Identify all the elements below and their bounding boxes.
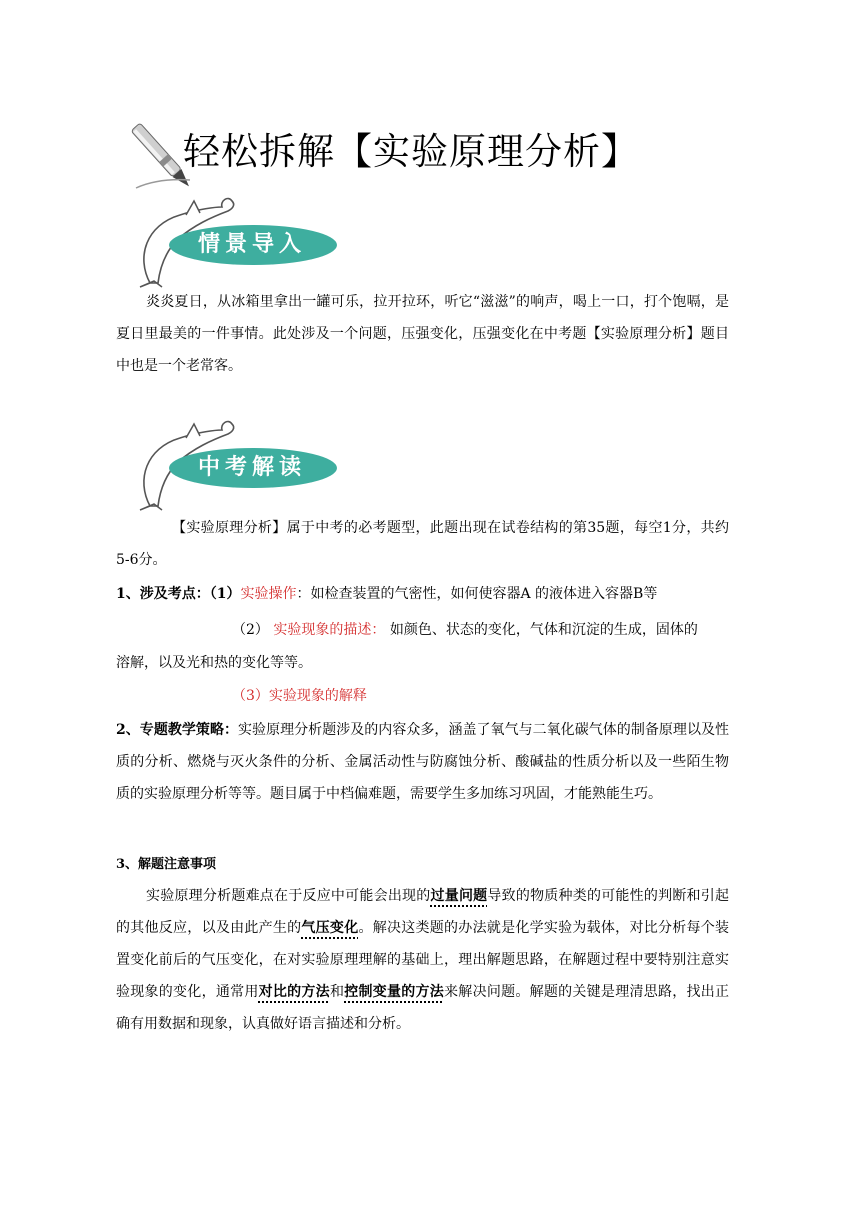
point3-text-5: 来解决问题。解题的关键是理清思路，找出正确有用数据和现象，认真做好语言描述和分析。 — [116, 984, 730, 1032]
point2-text: 实验原理分析题涉及的内容众多，涵盖了氧气与二氧化碳气体的制备原理以及性质的分析、燃烧与灭火条件的分析、金属活动性与防腐蚀分析、酸碱盐的性质分析以及一些陌生物质的实验原理分析等等。题目属于中档偏难题，需要学生多加练习巩固，才能熟能生巧。 — [116, 722, 730, 802]
point1-line2 — [232, 614, 698, 646]
point1-heading: 1、涉及考点： — [116, 586, 210, 602]
page-title: 轻松拆解【实验原理分析】 — [183, 130, 639, 173]
point2-paragraph — [116, 714, 729, 810]
section-label-intro: 情景导入 — [198, 232, 307, 257]
emphasis-excess: 过量问题 — [430, 888, 488, 904]
point1-line1 — [116, 578, 657, 610]
point1-item1-text: ：如检查装置的气密性，如何使容器A 的液体进入容器B等 — [296, 586, 658, 602]
section-banner-exam — [128, 418, 343, 513]
section-label-exam: 中考解读 — [198, 455, 307, 480]
point3-paragraph — [116, 880, 729, 1040]
point1-item2-text: 如颜色、状态的变化，气体和沉淀的生成，固体的 — [385, 622, 698, 638]
point3-text-2: 导致的物质种类的可能性的判断和引起的其他反应，以及由此产生的 — [116, 888, 730, 936]
point1-item1-label: 实验操作 — [240, 586, 297, 602]
point1-item2-label: 实验现象的描述： — [268, 622, 386, 638]
section-banner-intro — [128, 195, 343, 290]
point1-item2-number: （2） — [232, 622, 269, 638]
point1-item1-number: （1） — [209, 586, 241, 602]
emphasis-control-variable: 控制变量的方法 — [344, 984, 445, 1000]
exam-intro-paragraph: 【实验原理分析】属于中考的必考题型，此题出现在试卷结构的第35题，每空1分，共约5-6分。 — [116, 520, 729, 568]
point2-heading: 2、专题教学策略： — [116, 722, 239, 738]
point1-item3: （3）实验现象的解释 — [232, 688, 367, 704]
point3-heading: 3、解题注意事项 — [116, 857, 217, 872]
point3-text-1: 实验原理分析题难点在于反应中可能会出现的 — [146, 888, 431, 904]
point3-text-4: 和 — [329, 984, 345, 1000]
point3-text-3: 。解决这类题的办法就是化学实验为载体，对比分析每个装置变化前后的气压变化，在对实验原理理解的基础上，理出解题思路，在解题过程中要特别注意实验现象的变化，通常用 — [116, 920, 730, 1000]
point1-line3: 溶解，以及光和热的变化等等。 — [116, 655, 312, 671]
intro-paragraph: 炎炎夏日，从冰箱里拿出一罐可乐，拉开拉环，听它“滋滋”的响声，喝上一口，打个饱嗝，是夏日里最美的一件事情。此处涉及一个问题，压强变化，压强变化在中考题【实验原理分析】题目中也是一个老常客。 — [116, 294, 729, 374]
emphasis-comparison: 对比的方法 — [258, 984, 330, 1000]
emphasis-pressure: 气压变化 — [301, 920, 359, 936]
